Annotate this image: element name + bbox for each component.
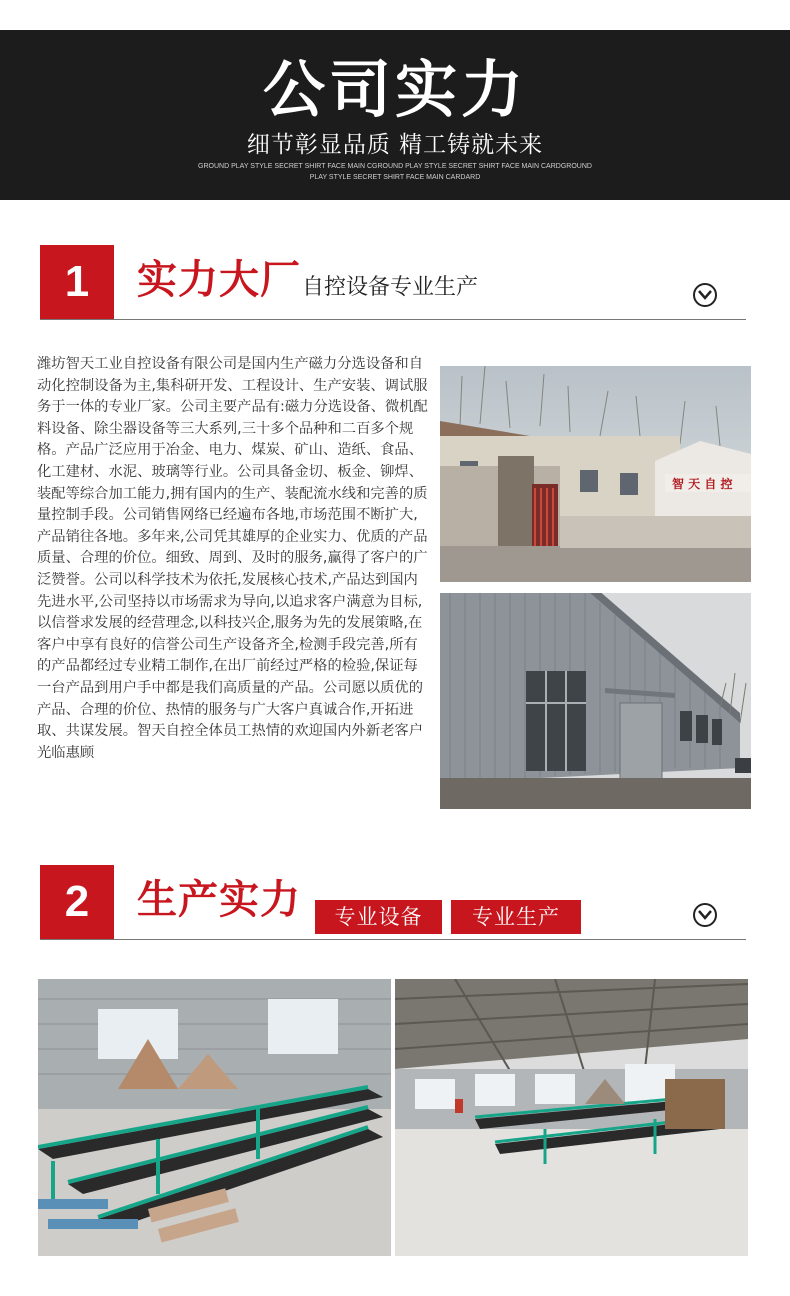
tag-professional-equipment: 专业设备 <box>315 900 442 934</box>
banner-subtitle: 细节彰显品质 精工铸就未来 <box>246 132 544 158</box>
factory-gate-photo <box>440 366 751 582</box>
chevron-down-circle-icon[interactable] <box>693 283 717 307</box>
section-1-header <box>40 245 746 320</box>
section-2-header <box>40 865 746 940</box>
header-banner <box>0 30 790 200</box>
workshop-exterior-photo <box>440 593 751 809</box>
production-line-photo-2 <box>395 979 748 1256</box>
production-line-photo-1 <box>38 979 391 1256</box>
gate-sign-text: 智 天 自 控 <box>672 477 733 491</box>
section-2-number: 2 <box>40 865 114 939</box>
section-1-title: 实力大厂 <box>137 257 301 303</box>
banner-english-text: GROUND PLAY STYLE SECRET SHIRT FACE MAIN CGROUND PLAY STYLE SECRET SHIRT FACE MAIN CARDGROUND PLAY STYLE SECRET SHIRT FACE MAIN CARDARD <box>198 163 592 181</box>
company-description: 潍坊智天工业自控设备有限公司是国内生产磁力分选设备和自动化控制设备为主,集科研开发、工程设计、生产安装、调试服务于一体的专业厂家。公司主要产品有:磁力分选设备、微机配料设备、除尘器设备等三大系列,三十多个品种和二百多个规格。产品广泛应用于冶金、电力、煤炭、矿山、造纸、食品、化工建材、水泥、玻璃等行业。公司具备金切、板金、铆焊、装配等综合加工能力,拥有国内的生产、装配流水线和完善的质量控制手段。公司销售网络已经遍布各地,市场范围不断扩大,产品销往各地。多年来,公司凭其雄厚的企业实力、优质的产品质量、合理的价位。细致、周到、及时的服务,赢得了客户的广泛赞誉。公司以科学技术为依托,发展核心技术,产品达到国内先进水平,公司坚持以市场需求为导向,以追求客户满意为目标,以信誉求发展的经营理念,以科技兴企,服务为先的发展策略,在客户中享有良好的信誉公司生产设备齐全,检测手段完善,所有的产品都经过专业精工制作,在出厂前经过严格的检验,保证每一台产品到用户手中都是我们高质量的产品。公司愿以质优的产品、合理的价位、热情的服务与广大客户真诚合作,开拓进取、共谋发展。智天自控全体员工热情的欢迎国内外新老客户光临惠顾 <box>37 356 428 761</box>
section-1-number: 1 <box>40 245 114 319</box>
section-1-subtitle: 自控设备专业生产 <box>302 275 479 300</box>
tag-professional-production: 专业生产 <box>451 900 581 934</box>
section-2-title: 生产实力 <box>137 877 301 923</box>
chevron-down-circle-icon[interactable] <box>693 903 717 927</box>
banner-title: 公司实力 <box>262 53 527 126</box>
